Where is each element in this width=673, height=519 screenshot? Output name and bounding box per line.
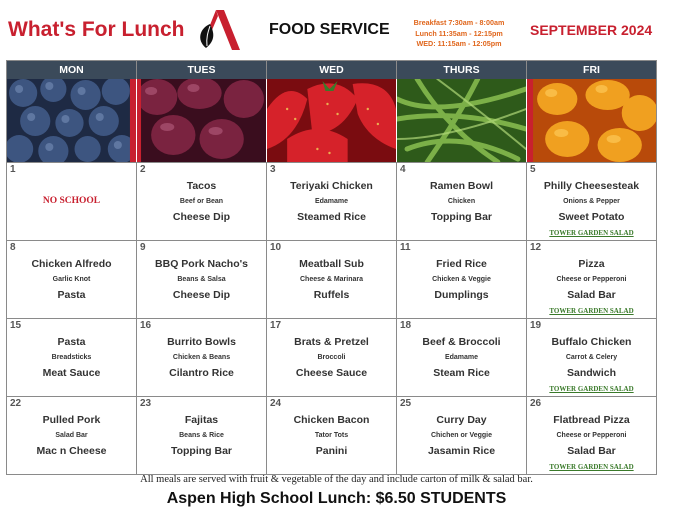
main-dish: Beef & Broccoli xyxy=(422,336,501,348)
side-dish: Sweet Potato xyxy=(558,211,625,223)
day-cell xyxy=(397,397,527,474)
dish-detail: Tator Tots xyxy=(314,432,349,439)
side-dish: Cheese Dip xyxy=(172,289,231,301)
week-row xyxy=(7,396,656,474)
main-dish: Meatball Sub xyxy=(299,258,364,270)
weekday-tue: TUES xyxy=(137,61,267,79)
day-number: 16 xyxy=(140,320,152,331)
side-dish: Ruffels xyxy=(313,289,350,301)
day-number: 18 xyxy=(400,320,412,331)
dish-detail: Chicken & Veggie xyxy=(432,276,491,283)
day-cell xyxy=(267,397,397,474)
day-cell xyxy=(7,397,137,474)
day-number: 9 xyxy=(140,242,146,253)
dish-detail: Salad Bar xyxy=(55,432,88,439)
dish-detail: Chicken & Beans xyxy=(172,354,231,361)
weekday-header-row xyxy=(7,61,656,79)
side-dish: Meat Sauce xyxy=(42,367,101,379)
day-number: 17 xyxy=(270,320,282,331)
main-dish: Fried Rice xyxy=(436,258,487,270)
day-number: 2 xyxy=(140,164,146,175)
tower-garden-salad-label: TOWER GARDEN SALAD xyxy=(549,463,634,471)
page-title: What's For Lunch xyxy=(8,18,185,41)
week-row xyxy=(7,162,656,240)
day-number: 3 xyxy=(270,164,276,175)
day-cell xyxy=(397,319,527,396)
side-dish: Salad Bar xyxy=(567,445,616,457)
dish-detail: Broccoli xyxy=(317,354,346,361)
day-cell xyxy=(7,163,137,240)
side-dish: Topping Bar xyxy=(170,445,233,457)
main-dish: BBQ Pork Nacho's xyxy=(155,258,248,270)
side-dish: Salad Bar xyxy=(567,289,616,301)
strawberries-image xyxy=(267,79,397,162)
day-number: 15 xyxy=(10,320,22,331)
day-cell xyxy=(137,241,267,318)
tower-garden-salad-label: TOWER GARDEN SALAD xyxy=(549,229,634,237)
main-dish: Pulled Pork xyxy=(42,414,101,426)
day-number: 26 xyxy=(530,398,542,409)
dish-detail: Edamame xyxy=(314,198,349,205)
peppers-image xyxy=(527,79,656,162)
day-number: 25 xyxy=(400,398,412,409)
day-cell xyxy=(7,319,137,396)
day-number: 10 xyxy=(270,242,282,253)
main-dish: Chicken Bacon xyxy=(293,414,370,426)
day-cell xyxy=(397,241,527,318)
side-dish: Topping Bar xyxy=(430,211,493,223)
day-number: 12 xyxy=(530,242,542,253)
main-dish: Pasta xyxy=(57,336,86,348)
day-number: 8 xyxy=(10,242,16,253)
dish-detail: Beans & Rice xyxy=(179,432,224,439)
weekday-mon: MON xyxy=(7,61,137,79)
main-dish: Fajitas xyxy=(184,414,219,426)
day-cell xyxy=(137,319,267,396)
main-dish: Brats & Pretzel xyxy=(294,336,369,348)
green-beans-image xyxy=(397,79,527,162)
day-number: 24 xyxy=(270,398,282,409)
main-dish: Teriyaki Chicken xyxy=(290,180,373,192)
dish-detail: Chicken xyxy=(447,198,476,205)
food-image-row xyxy=(7,79,656,162)
main-dish: Pizza xyxy=(578,258,605,270)
dish-detail: Cheese or Pepperoni xyxy=(556,432,627,439)
dish-detail: Cheese or Pepperoni xyxy=(556,276,627,283)
side-dish: Panini xyxy=(315,445,348,457)
dish-detail: Breadsticks xyxy=(51,354,92,361)
wednesday-hours: WED: 11:15am - 12:05pm xyxy=(416,39,502,48)
day-cell xyxy=(267,241,397,318)
breakfast-hours: Breakfast 7:30am - 8:00am xyxy=(413,18,505,27)
day-number: 5 xyxy=(530,164,536,175)
day-cell xyxy=(267,163,397,240)
service-hours xyxy=(404,18,514,50)
day-cell xyxy=(137,397,267,474)
side-dish: Dumplings xyxy=(434,289,489,301)
weekday-thu: THURS xyxy=(397,61,527,79)
side-dish: Cheese Dip xyxy=(172,211,231,223)
lunch-calendar xyxy=(6,60,657,475)
day-cell xyxy=(527,319,656,396)
weekday-fri: FRI xyxy=(583,64,600,76)
day-number: 19 xyxy=(530,320,542,331)
day-cell xyxy=(527,163,656,240)
day-number: 23 xyxy=(140,398,152,409)
side-dish: Cheese Sauce xyxy=(295,367,368,379)
main-dish: Chicken Alfredo xyxy=(31,258,112,270)
lunch-price: Aspen High School Lunch: $6.50 STUDENTS xyxy=(166,490,507,507)
tower-garden-salad-label: TOWER GARDEN SALAD xyxy=(549,385,634,393)
food-service-label: FOOD SERVICE xyxy=(269,21,390,38)
day-cell xyxy=(397,163,527,240)
dish-detail: Beef or Bean xyxy=(179,198,224,205)
main-dish: Buffalo Chicken xyxy=(551,336,632,348)
blueberries-image xyxy=(7,79,137,162)
meal-note: All meals are served with fruit & vegetable of the day and include carton of milk & salad bar. xyxy=(140,474,533,485)
day-number: 22 xyxy=(10,398,22,409)
side-dish: Pasta xyxy=(57,289,86,301)
day-number: 1 xyxy=(10,164,16,175)
main-dish: Curry Day xyxy=(436,414,487,426)
plums-image xyxy=(137,79,267,162)
main-dish: Ramen Bowl xyxy=(429,180,493,192)
header xyxy=(0,0,673,58)
day-cell xyxy=(527,241,656,318)
main-dish: Tacos xyxy=(186,180,217,192)
dish-detail: Onions & Pepper xyxy=(563,198,620,205)
week-row xyxy=(7,318,656,396)
side-dish: Cilantro Rice xyxy=(169,367,234,379)
side-dish: Steamed Rice xyxy=(297,211,366,223)
tower-garden-salad-label: TOWER GARDEN SALAD xyxy=(549,307,634,315)
calendar-weeks xyxy=(7,162,656,474)
dish-detail: Garlic Knot xyxy=(52,276,91,283)
side-dish: Mac n Cheese xyxy=(36,445,107,457)
dish-detail: Chichen or Veggie xyxy=(430,432,493,439)
side-dish: Steam Rice xyxy=(433,367,490,379)
dish-detail: Carrot & Celery xyxy=(565,354,618,361)
main-dish: Burrito Bowls xyxy=(167,336,236,348)
day-number: 4 xyxy=(400,164,406,175)
day-cell xyxy=(7,241,137,318)
main-dish: Flatbread Pizza xyxy=(553,414,630,426)
month-label: SEPTEMBER 2024 xyxy=(530,22,653,38)
dish-detail: Cheese & Marinara xyxy=(299,276,364,283)
lunch-hours: Lunch 11:35am - 12:15pm xyxy=(415,28,503,38)
side-dish: Sandwich xyxy=(566,367,616,379)
day-cell xyxy=(267,319,397,396)
side-dish: Jasamin Rice xyxy=(427,445,496,457)
main-dish: Philly Cheesesteak xyxy=(543,180,640,192)
day-cell xyxy=(527,397,656,474)
day-cell xyxy=(137,163,267,240)
dish-detail: Edamame xyxy=(444,354,479,361)
dish-detail: Beans & Salsa xyxy=(177,276,226,283)
weekday-wed: WED xyxy=(267,61,397,79)
aspen-logo-icon xyxy=(194,8,242,52)
day-number: 11 xyxy=(400,242,411,253)
week-row xyxy=(7,240,656,318)
no-school-label: NO SCHOOL xyxy=(42,196,101,206)
